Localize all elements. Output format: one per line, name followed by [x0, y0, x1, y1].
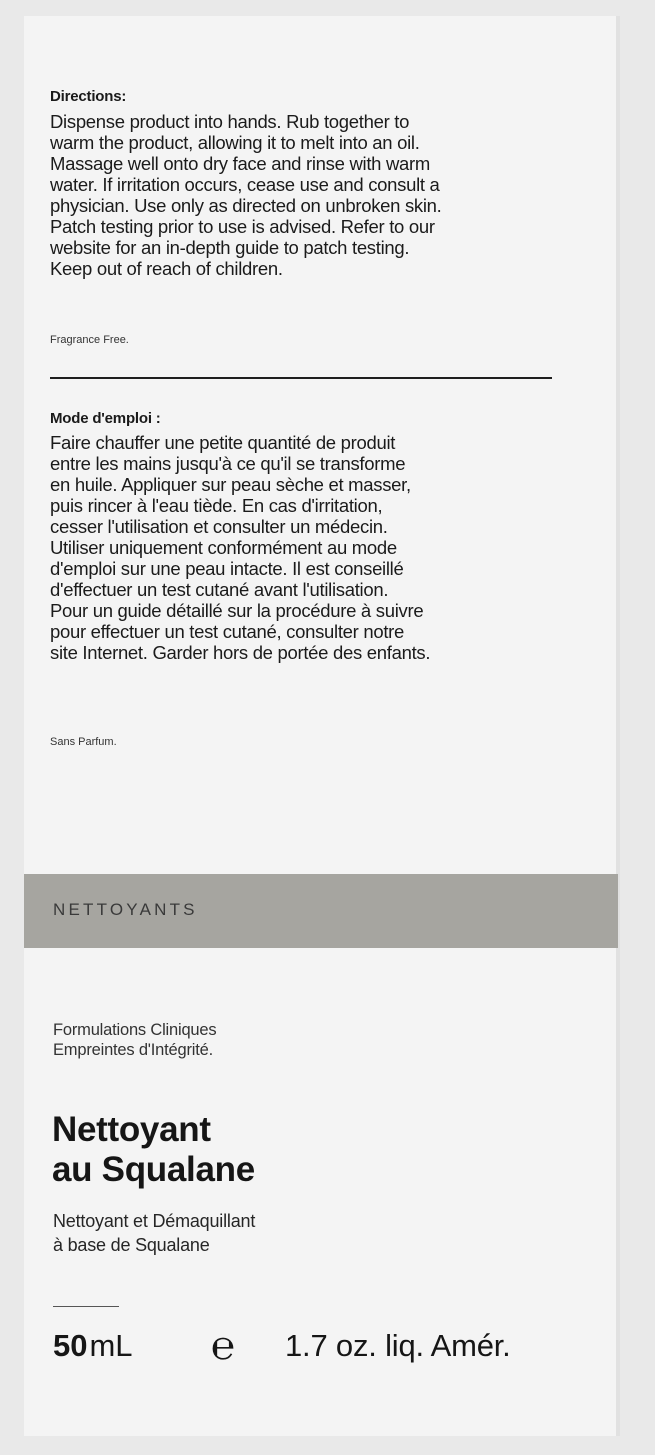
directions-line: physician. Use only as directed on unbroken skin. — [50, 195, 442, 216]
brand-tagline — [53, 1020, 216, 1060]
directions-heading: Directions: — [50, 88, 127, 105]
description-line: Nettoyant et Démaquillant — [53, 1211, 256, 1231]
size-unit: mL — [89, 1328, 133, 1363]
directions-line: Dispense product into hands. Rub together to — [50, 111, 410, 132]
product-name-line: au Squalane — [52, 1150, 255, 1189]
size-ounces: 1.7 oz. liq. Amér. — [285, 1328, 511, 1363]
size-value: 50 — [53, 1328, 88, 1363]
net-quantity — [53, 1323, 511, 1378]
directions-line: warm the product, allowing it to melt into an oil. — [50, 132, 420, 153]
mode-emploi-line: d'effectuer un test cutané avant l'utilisation. — [50, 579, 389, 600]
estimated-sign-icon: ℮ — [211, 1323, 236, 1369]
directions-line: water. If irritation occurs, cease use and consult a — [50, 174, 440, 195]
description-line: à base de Squalane — [53, 1235, 210, 1255]
directions-line: Keep out of reach of children. — [50, 258, 283, 279]
mode-emploi-line: site Internet. Garder hors de portée des enfants. — [50, 642, 431, 663]
sans-parfum-note: Sans Parfum. — [50, 736, 117, 748]
box-side-shadow — [616, 16, 620, 1436]
mode-emploi-line: cesser l'utilisation et consulter un médecin. — [50, 516, 388, 537]
directions-line: Massage well onto dry face and rinse with warm — [50, 153, 431, 174]
mode-emploi-heading: Mode d'emploi : — [50, 410, 161, 427]
tagline-line: Formulations Cliniques — [53, 1021, 217, 1039]
category-label: NETTOYANTS — [53, 900, 198, 919]
mode-emploi-line: puis rincer à l'eau tiède. En cas d'irritation, — [50, 495, 383, 516]
product-name — [52, 1110, 255, 1190]
mode-emploi-line: entre les mains jusqu'à ce qu'il se transforme — [50, 453, 406, 474]
mode-emploi-line: Utiliser uniquement conformément au mode — [50, 537, 397, 558]
product-box — [24, 16, 616, 1436]
mode-emploi-text — [50, 432, 570, 663]
directions-line: Patch testing prior to use is advised. Refer to our — [50, 216, 435, 237]
category-band — [24, 874, 618, 948]
short-divider — [53, 1306, 119, 1307]
directions-text — [50, 111, 570, 279]
mode-emploi-line: Faire chauffer une petite quantité de produit — [50, 432, 396, 453]
mode-emploi-line: d'emploi sur une peau intacte. Il est conseillé — [50, 558, 404, 579]
product-name-line: Nettoyant — [52, 1110, 211, 1149]
mode-emploi-line: Pour un guide détaillé sur la procédure à suivre — [50, 600, 424, 621]
mode-emploi-line: pour effectuer un test cutané, consulter notre — [50, 621, 405, 642]
directions-line: website for an in-depth guide to patch testing. — [50, 237, 410, 258]
tagline-line: Empreintes d'Intégrité. — [53, 1041, 213, 1059]
product-description — [53, 1209, 255, 1257]
fragrance-free-note: Fragrance Free. — [50, 334, 129, 346]
mode-emploi-line: en huile. Appliquer sur peau sèche et masser, — [50, 474, 411, 495]
section-divider — [50, 377, 552, 379]
